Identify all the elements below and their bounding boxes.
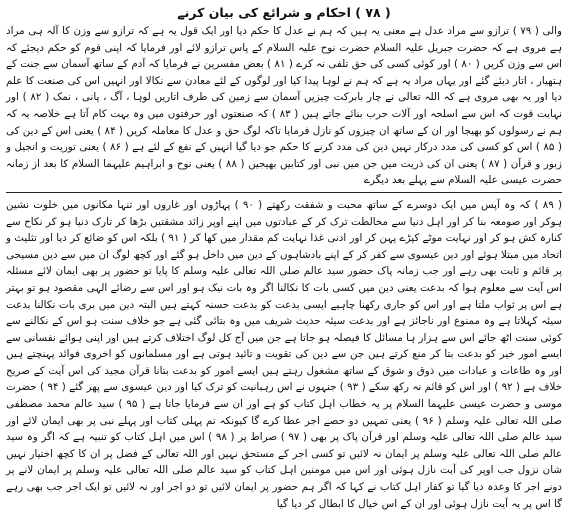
commentary-paragraph-2: ( ۸۹ ) کہ وہ آپس میں ایک دوسرے کے ساتھ محبت و شفقت رکھتے ( ۹۰ ) پہاڑوں اور غاروں اور تنہا مکانوں میں خلوت نشین ہوکر اور صومعہ بنا کر اور اہل دنیا سے مخالطت ترک کر کے عبادتوں میں اپنے اوپر زائد مشقتیں بڑھا کر تارک دنیا ہو کر نکاح سے کنارہ کش ہو کر اور نہایت موٹے کپڑے پہن کر اور ادنی غذا نہایت کم مقدار میں کھا کر ( ۹۱ ) بلکہ اس کو ضائع کر دیا اور تثلیث و اتحاد میں مبتلا ہوئے اور دین عیسوی سے کفر کر کے اپنے بادشاہوں کے دین میں داخل ہو گئے اور کچھ لوگ ان میں سے دین مسیحی پر قائم و ثابت بھی رہے اور جب زمانہ پاک حضور سید عالم صلی اللہ تعالی علیہ وسلم کا پایا تو حضور پر بھی ایمان لائے مسئلہ اس آیت سے معلوم ہوا کہ بدعت یعنی دین میں کسی بات کا نکالنا اگر وہ بات نیک ہو اور اس سے رضائے الہی مقصود ہو تو بہتر ہے اس پر ثواب ملتا ہے اور اس کو جاری رکھنا چاہیے ایسی بدعت کو بدعت حسنہ کہتے ہیں البتہ دین میں بری بات نکالنا بدعت سیئہ کہلاتا ہے وہ ممنوع اور ناجائز ہے اور بدعت سیئہ حدیث شریف میں وہ بتائی گئی ہے جو خلاف سنت ہو اس کے نکالنے سے کوئی سنت اٹھ جائے اس سے ہزار ہا مسائل کا فیصلہ ہو جاتا ہے جن میں آج کل لوگ اختلاف کرتے ہیں اور اپنی ہوائے نفسانی سے ایسے امور خیر کو بدعت بتا کر منع کرتے ہیں جن سے دین کی تقویت و تائید ہوتی ہے اور مسلمانوں کو اخروی فوائد پہنچتے ہیں اور وہ طاعات و عبادات میں ذوق و شوق کے ساتھ مشغول رہتے ہیں ایسے امور کو بدعت بتانا قرآن مجید کی اس آیت کے صریح خلاف ہے ( ۹۲ ) اور اس کو قائم نہ رکھ سکے ( ۹۳ ) جنہوں نے اس رہبانیت کو ترک کیا اور دین عیسوی سے پھر گئے ( ۹۴ ) حضرت موسی و حضرت عیسی علیہما السلام پر یہ خطاب اہل کتاب کو ہے اور ان سے فرمایا جاتا ہے ( ۹۵ ) سید عالم محمد مصطفی صلی اللہ تعالی علیہ وسلم ( ۹۶ ) یعنی تمہیں دو حصے اجر عطا کرے گا کیونکہ تم پہلی کتاب اور پہلے نبی پر بھی ایمان لائے اور سید عالم صلی اللہ تعالی علیہ وسلم اور قرآن پاک پر بھی ( ۹۷ ) صراط پر ( ۹۸ ) اس میں اہل کتاب کو تنبیہ ہے کہ اگر وہ سید عالم صلی اللہ تعالی علیہ وسلم پر ایمان نہ لائیں تو کسی اجر کے مستحق نہیں اور اللہ تعالی کے فضل پر ان کا کچھ اختیار نہیں شان نزول جب اوپر کی آیت نازل ہوئی اور اس میں مومنین اہل کتاب کو سید عالم صلی اللہ تعالی علیہ وسلم پر ایمان لانے پر دونے اجر کا وعدہ دیا گیا تو کفار اہل کتاب نے کہا کہ اگر ہم حضور پر ایمان لائیں تو دو اجر اور نہ لائیں تو ایک اجر جب بھی رہے گا اس پر یہ آیت نازل ہوئی اور ان کے اس خیال کا ابطال کر دیا گیا — [6, 198, 563, 510]
section-divider — [6, 192, 562, 193]
section-heading: ( ۷۸ ) احکام و شرائع کی بیان کرنے — [177, 5, 391, 20]
commentary-paragraph-1: والی ( ۷۹ ) ترازو سے مراد عدل ہے معنی یہ ہیں کہ ہم نے عدل کا حکم دیا اور ایک قول یہ ہے کہ ترازو سے وزن کا آلہ ہی مراد ہے مروی ہے کہ حضرت جبریل علیہ السلام حضرت نوح علیہ السلام کے پاس ترازو لائے اور فرمایا کہ اپنی قوم کو حکم دیجئے کہ اس سے وزن کریں ( ۸۰ ) اور کوئی کسی کی حق تلفی نہ کرے ( ۸۱ ) بعض مفسرین نے فرمایا کہ آدم کے ساتھ آسمان سے جنت کے ہتھیار ، اتار دیئے گئے اور یہاں مراد یہ ہے کہ ہم نے لوہا پیدا کیا اور لوگوں کے لئے معادن سے نکالا اور انہیں اس کی صنعت کا علم دیا اور یہ بھی مروی ہے کہ اللہ تعالی نے چار بابرکت چیزیں آسمان سے زمین کی طرف اتاریں لوہا ، آگ ، پانی ، نمک ( ۸۲ ) اور نہایت قوت کہ اس سے اسلحہ اور آلات حرب بنائے جاتے ہیں ( ۸۳ ) کہ صنعتوں اور حرفتوں میں وہ بہت کام آتا ہے خلاصہ یہ کہ ہم نے رسولوں کو بھیجا اور ان کے ساتھ ان چیزوں کو نازل فرمایا تاکہ لوگ حق و عدل کا معاملہ کریں ( ۸۴ ) یعنی اس کے دین کی ( ۸۵ ) اس کو کسی کی مدد درکار نہیں دین کی مدد کرنے کا حکم جو دیا گیا انہیں کے نفع کے لئے ہے ( ۸۶ ) یعنی توریت و انجیل و زبور و قرآن ( ۸۷ ) یعنی ان کی ذریت میں جن میں نبی اور کتابیں بھیجیں ( ۸۸ ) یعنی نوح و ابراہیم علیہما السلام کا بعد از زمانہ حضرت عیسی علیہ السلام سے پہلے بعد دیگرے — [6, 25, 562, 187]
